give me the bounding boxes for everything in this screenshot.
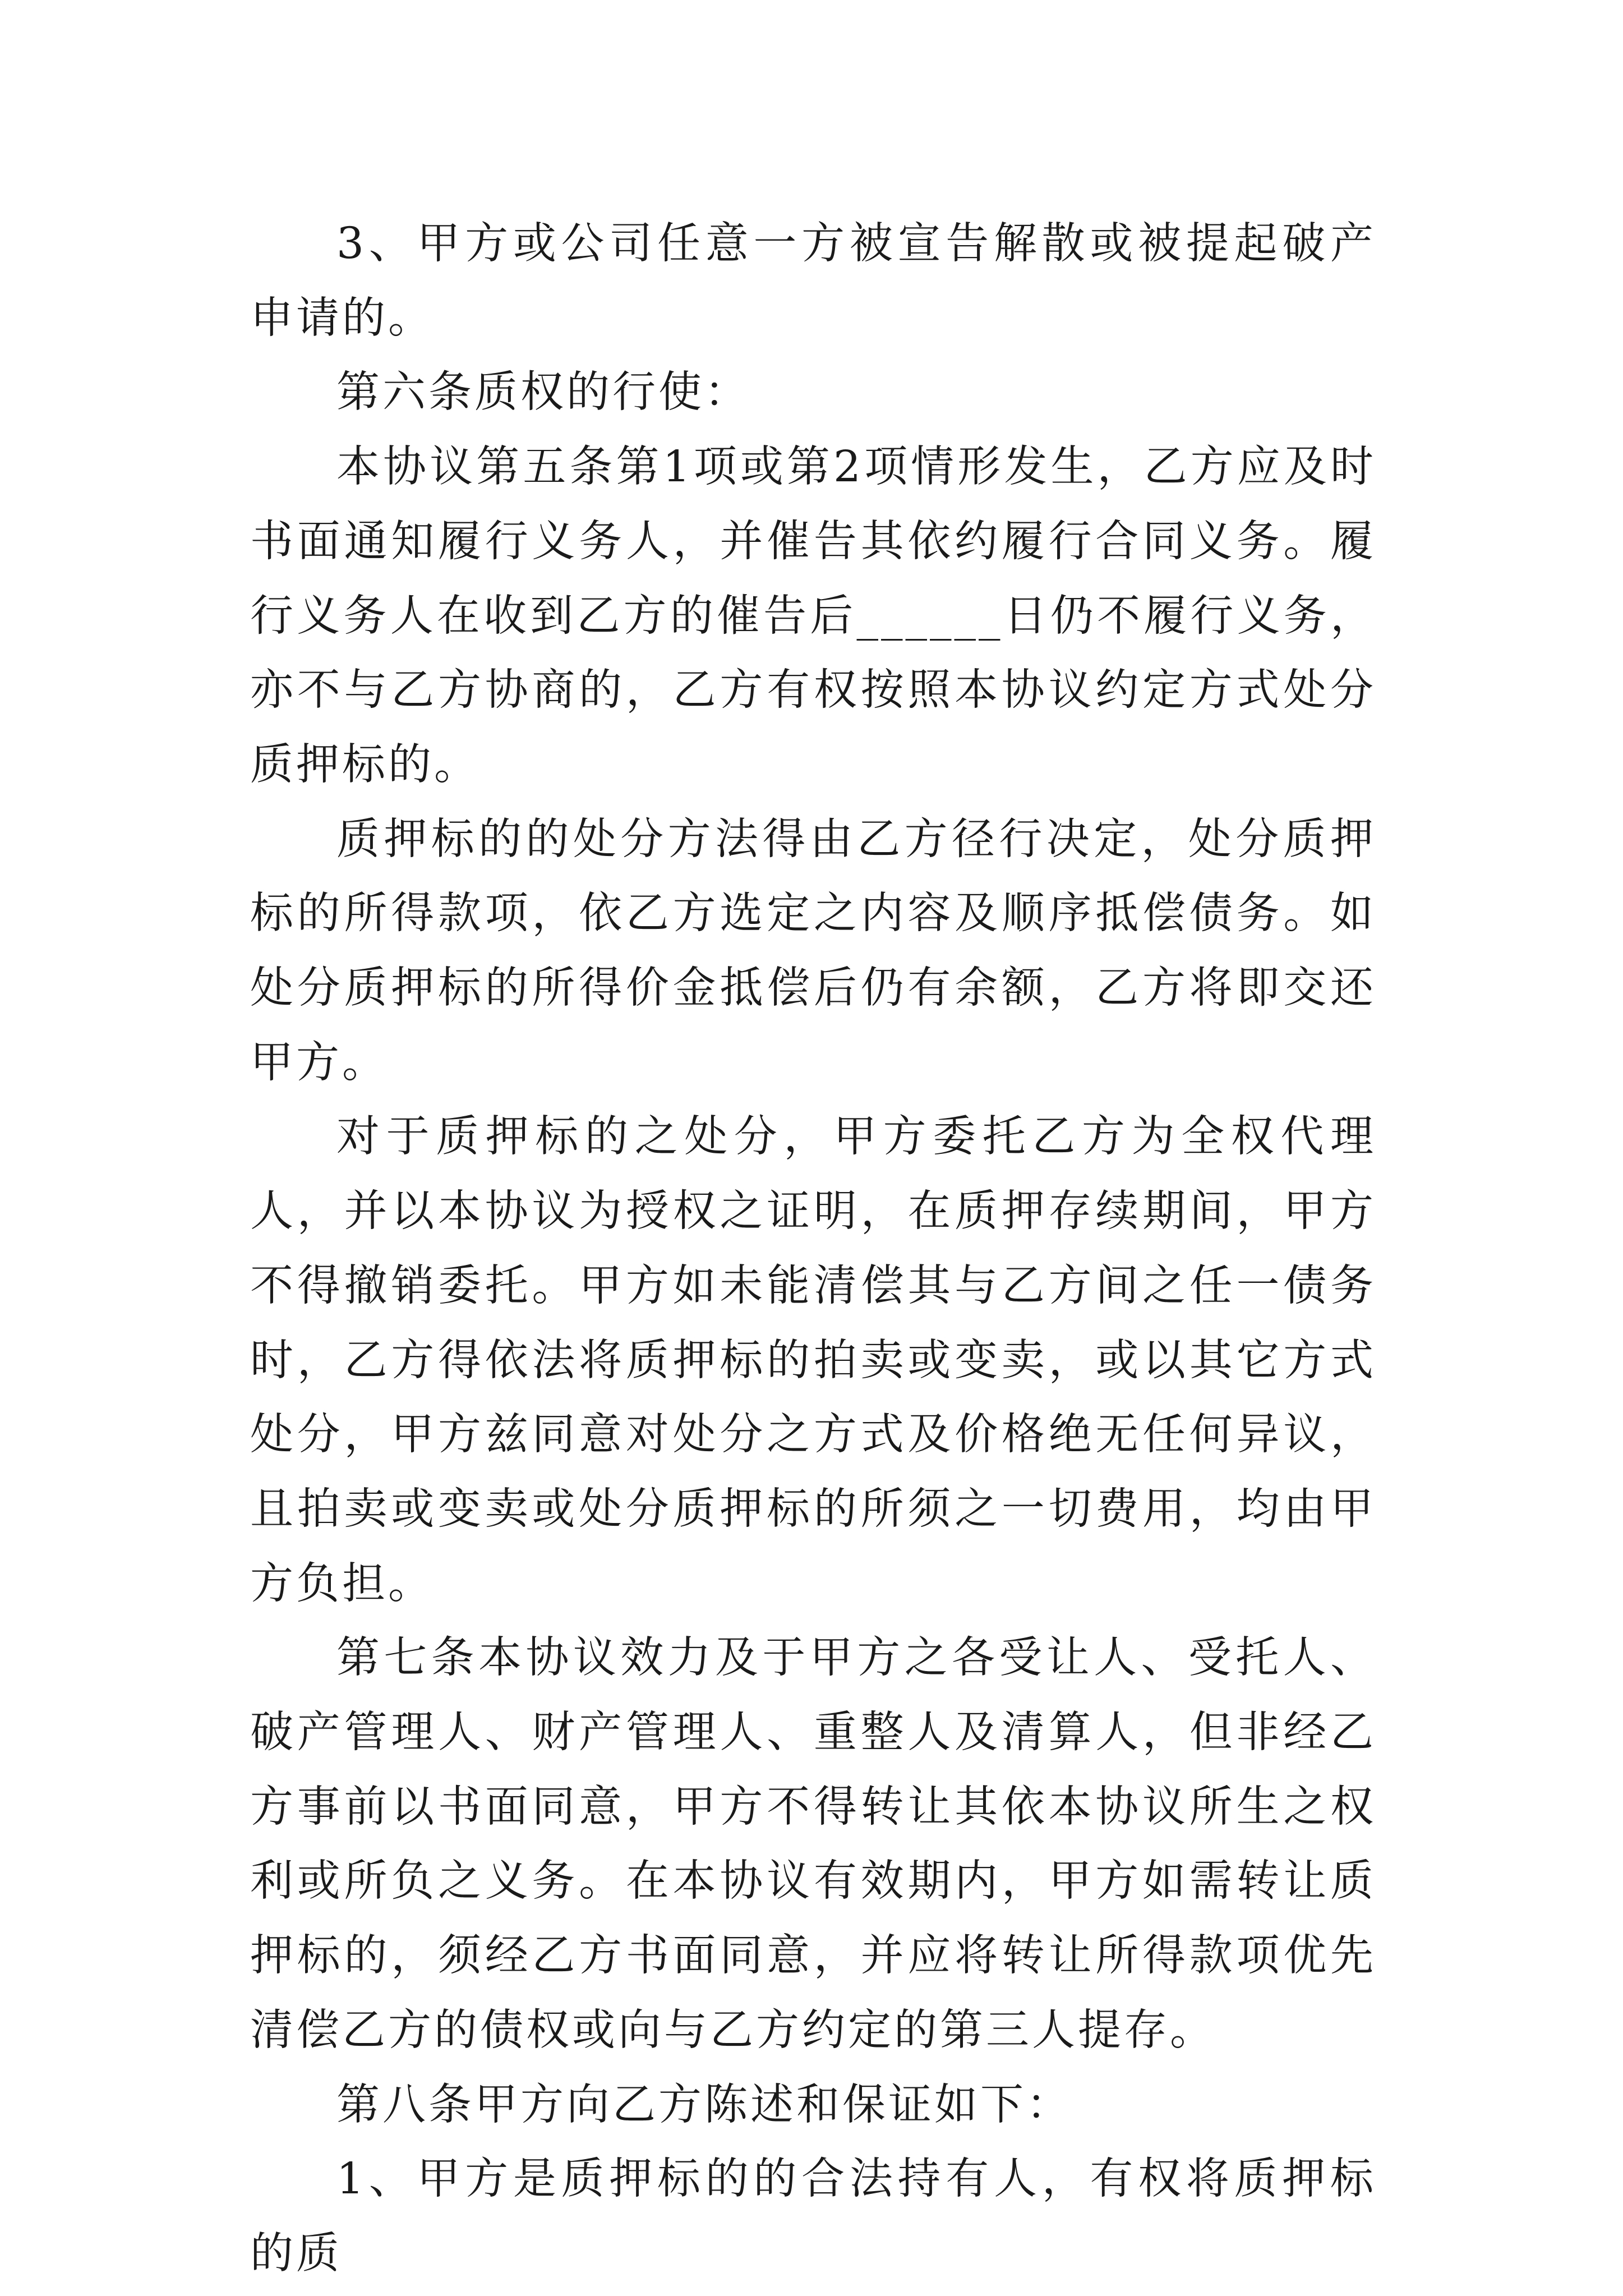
paragraph-disposal-method: 质押标的的处分方法得由乙方径行决定，处分质押标的所得款项，依乙方选定之内容及顺序抵偿债务。如处分质押标的所得价金抵偿后仍有余额，乙方将即交还甲方。 xyxy=(250,814,1376,1088)
paragraph-article-6-notice: 本协议第五条第1项或第2项情形发生，乙方应及时书面通知履行义务人，并催告其依约履行合同义务。履行义务人在收到乙方的催告后______日仍不履行义务，亦不与乙方协商的，乙方有权按照本协议约定方式处分质押标的。 xyxy=(250,442,1376,790)
paragraph-article-8-item-1: 1、甲方是质押标的的合法持有人，有权将质押标的质 xyxy=(250,2154,1376,2279)
paragraph-dissolution-clause: 3、甲方或公司任意一方被宣告解散或被提起破产申请的。 xyxy=(250,219,1376,343)
paragraph-power-of-attorney: 对于质押标的之处分，甲方委托乙方为全权代理人，并以本协议为授权之证明，在质押存续期间，甲方不得撤销委托。甲方如未能清偿其与乙方间之任一债务时，乙方得依法将质押标的拍卖或变卖，或以其它方式处分，甲方兹同意对处分之方式及价格绝无任何异议，且拍卖或变卖或处分质押标的所须之一切费用，均由甲方负担。 xyxy=(250,1112,1376,1609)
heading-article-6: 第六条质权的行使： xyxy=(336,367,750,418)
document-body xyxy=(250,207,1376,2292)
heading-article-8: 第八条甲方向乙方陈述和保证如下： xyxy=(336,2079,1072,2130)
paragraph-article-7: 第七条本协议效力及于甲方之各受让人、受托人、破产管理人、财产管理人、重整人及清算人，但非经乙方事前以书面同意，甲方不得转让其依本协议所生之权利或所负之义务。在本协议有效期内，甲方如需转让质押标的，须经乙方书面同意，并应将转让所得款项优先清偿乙方的债权或向与乙方约定的第三人提存。 xyxy=(250,1633,1376,2055)
